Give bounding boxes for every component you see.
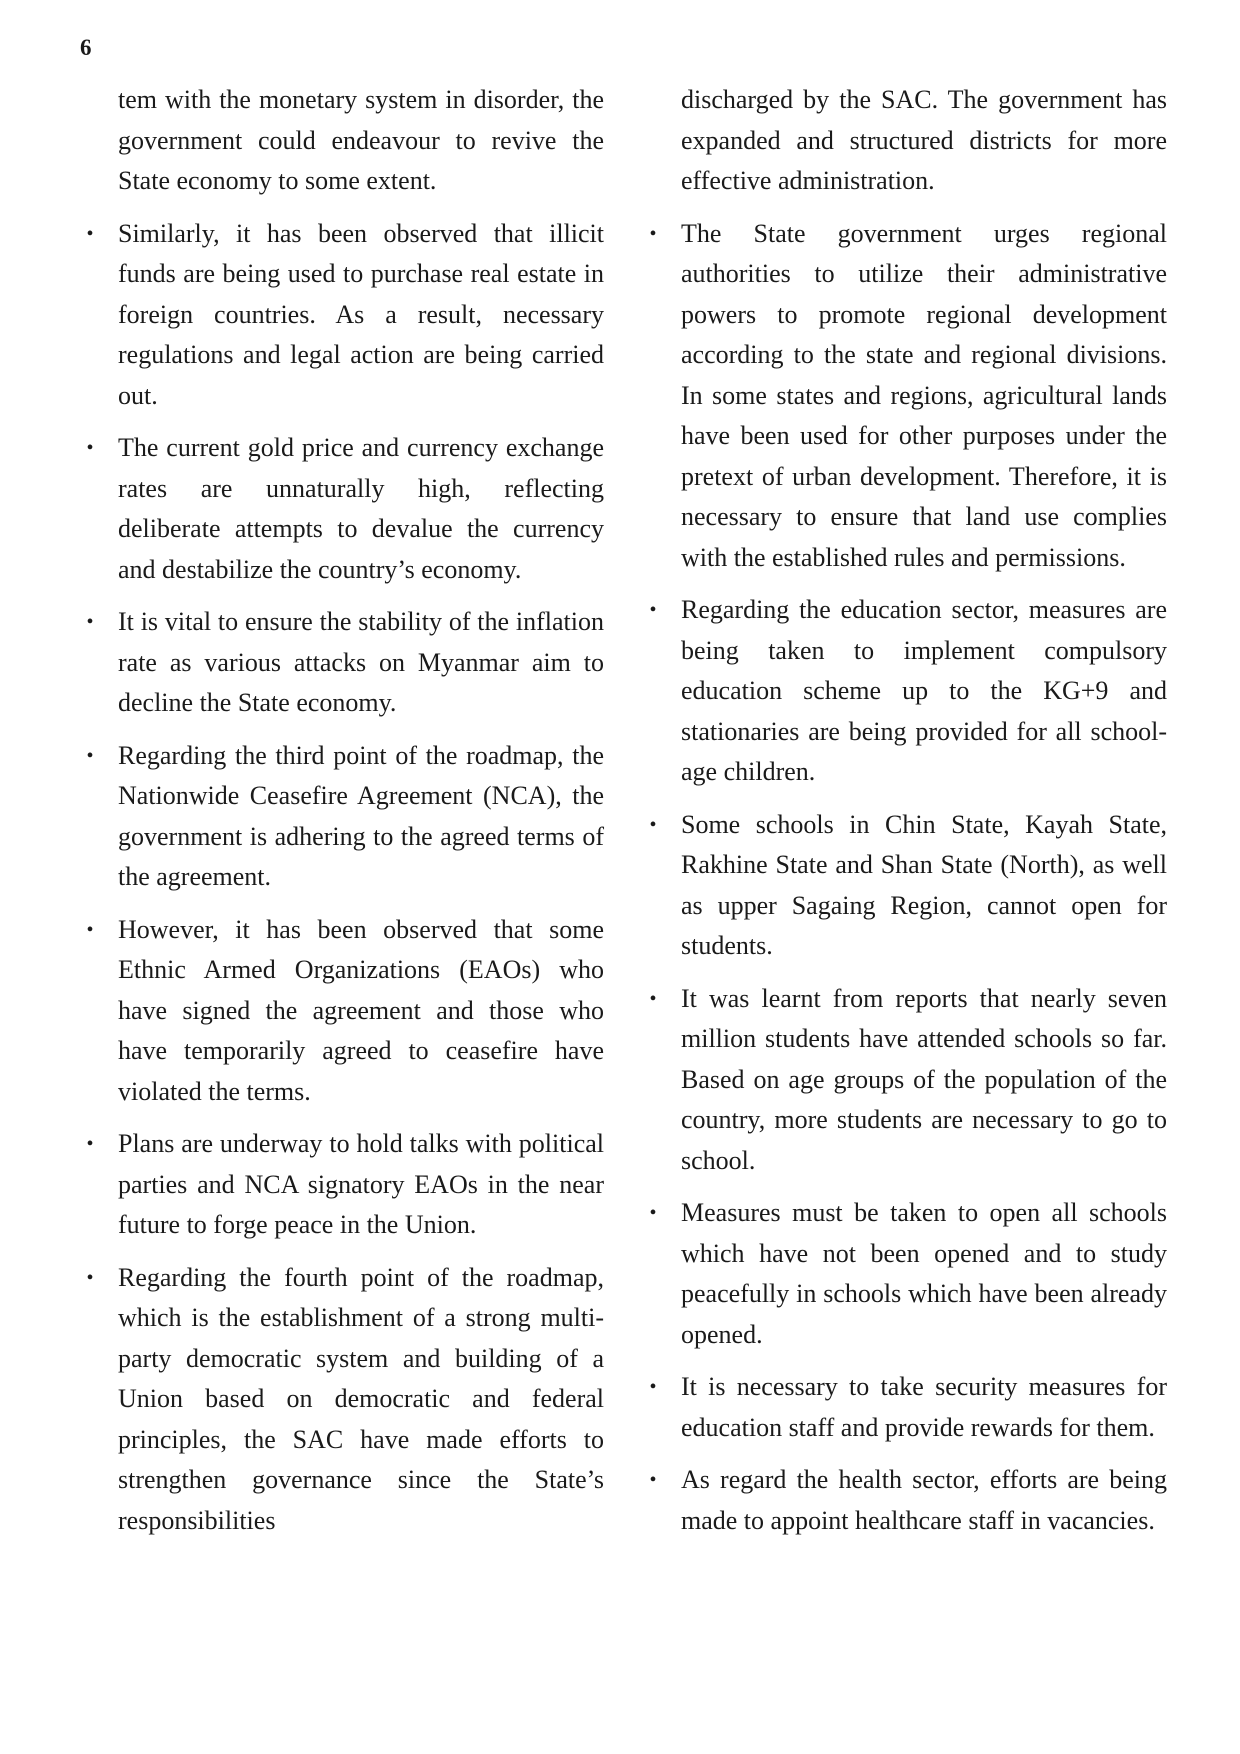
bullet-item [649, 590, 1167, 793]
bullet-text: The State government urges regional authorities to utilize their administrative powers to promote regional development according to the state and regional divisions. In some states and regions, agricultural lands have been used for other purposes under the pretext of urban development. Therefore, it is necessary to ensure that land use complies with the established rules and permissions. [681, 218, 1167, 572]
bullet-item [86, 428, 604, 590]
bullet-text: Regarding the third point of the roadmap, the Nationwide Ceasefire Agreement (NCA), the government is adhering to the agreed terms of the agreement. [118, 740, 604, 891]
bullet-icon: • [86, 437, 94, 459]
bullet-item [649, 805, 1167, 967]
continued-paragraph: discharged by the SAC. The government has expanded and structured districts for more effective administration. [681, 85, 1167, 195]
bullet-text: It was learnt from reports that nearly seven million students have attended schools so far. Based on age groups of the population of the country, more students are necessary to go to school. [681, 983, 1167, 1175]
bullet-icon: • [649, 813, 657, 836]
bullet-item [86, 910, 604, 1113]
bullet-item [86, 1124, 604, 1246]
bullet-item [649, 1193, 1167, 1355]
bullet-text: Regarding the fourth point of the roadmap, which is the establishment of a strong multi-party democratic system and building of a Union based on democratic and federal principles, the SAC have made efforts to strengthen governance since the State’s responsibilities [118, 1262, 604, 1535]
bullet-text: It is necessary to take security measures for education staff and provide rewards for them. [681, 1372, 1167, 1442]
bullet-item [86, 214, 604, 417]
bullet-text: However, it has been observed that some Ethnic Armed Organizations (EAOs) who have signed the agreement and those who have temporarily agreed to ceasefire have violated the terms. [118, 914, 604, 1106]
bullet-icon: • [649, 1469, 657, 1491]
bullet-item [86, 736, 604, 898]
bullet-text: Similarly, it has been observed that illicit funds are being used to purchase real estate in foreign countries. As a result, necessary regulations and legal action are being carried out. [118, 218, 604, 410]
bullet-icon: • [649, 1202, 657, 1224]
bullet-text: Plans are underway to hold talks with political parties and NCA signatory EAOs in the near future to forge peace in the Union. [118, 1129, 604, 1239]
bullet-text: Some schools in Chin State, Kayah State, Rakhine State and Shan State (North), as well as upper Sagaing Region, cannot open for students. [681, 809, 1167, 960]
bullet-text: The current gold price and currency exchange rates are unnaturally high, reflecting deliberate attempts to devalue the currency and destabilize the country’s economy. [118, 433, 604, 584]
bullet-icon: • [649, 1376, 657, 1398]
continued-paragraph: tem with the monetary system in disorder, the government could endeavour to revive the State economy to some extent. [118, 85, 604, 195]
right-column [649, 80, 1167, 1553]
bullet-icon: • [649, 599, 657, 621]
bullet-icon: • [86, 1133, 94, 1155]
bullet-icon: • [86, 611, 94, 633]
left-column [86, 80, 604, 1553]
bullet-icon: • [86, 1266, 94, 1289]
bullet-item [649, 214, 1167, 579]
bullet-item [86, 602, 604, 724]
bullet-item [649, 1367, 1167, 1448]
bullet-icon: • [86, 744, 94, 767]
bullet-text: Regarding the education sector, measures are being taken to implement compulsory education scheme up to the KG+9 and stationaries are being provided for all school-age children. [681, 595, 1167, 786]
bullet-icon: • [86, 222, 94, 245]
bullet-text: As regard the health sector, efforts are being made to appoint healthcare staff in vacancies. [681, 1465, 1167, 1535]
bullet-item [86, 1258, 604, 1542]
bullet-text: Measures must be taken to open all schools which have not been opened and to study peacefully in schools which have been already opened. [681, 1198, 1167, 1349]
bullet-icon: • [649, 222, 657, 245]
bullet-icon: • [86, 918, 94, 941]
bullet-item [649, 979, 1167, 1182]
bullet-item [649, 1460, 1167, 1541]
bullet-text: It is vital to ensure the stability of the inflation rate as various attacks on Myanmar aim to decline the State economy. [118, 607, 604, 717]
bullet-icon: • [649, 987, 657, 1010]
page-number: 6 [80, 35, 92, 60]
